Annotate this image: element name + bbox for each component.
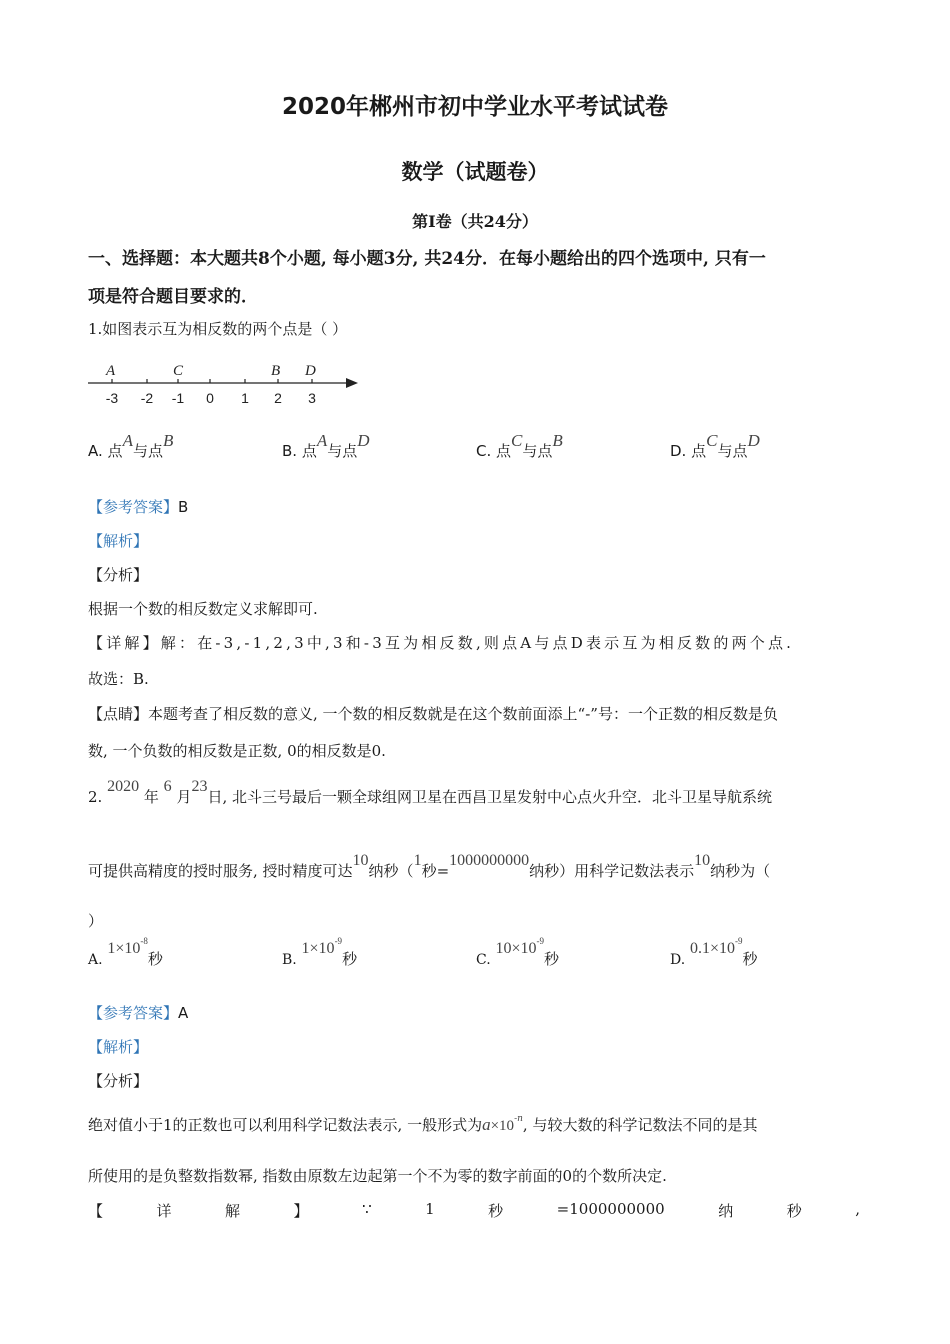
detail-part: 解 (225, 1202, 241, 1220)
option-point: D (747, 431, 760, 450)
q1-detail: 【详解】解：在-3,-1,2,3中,3和-3互为相反数,则点A与点D表示互为相反数的两个点. (88, 634, 795, 652)
option-value (301, 936, 343, 957)
tick-label: 3 (308, 390, 316, 406)
option-letter: A. (88, 442, 103, 460)
q2-text: 绝对值小于1的正数也可以利用科学记数法表示, 一般形式为 (88, 1116, 483, 1134)
tick-label: -3 (105, 390, 119, 406)
q1-option-b[interactable] (282, 431, 370, 461)
option-letter: B. (282, 442, 298, 460)
option-point: B (162, 431, 174, 450)
q2-stem-line3: ） (88, 912, 104, 930)
roll-heading: 第Ⅰ卷（共24分） (412, 212, 538, 231)
q2-stem-line2 (88, 852, 771, 881)
q2-text: 纳秒）用科学记数法表示 (529, 862, 695, 880)
q1-choice: 故选：B. (88, 670, 149, 688)
point-label-a: A (106, 363, 116, 379)
answer-tag: 【参考答案】 (88, 1004, 179, 1022)
q1-analysis-tag: 【解析】 (88, 532, 149, 550)
option-text: 点 (496, 442, 512, 460)
section-heading-line2: 项是符合题目要求的． (88, 287, 258, 307)
detail-part: 秒 (786, 1202, 802, 1220)
detail-part: 秒 (488, 1202, 504, 1220)
math-exponent: -n (514, 1114, 523, 1124)
detail-part: 1 (425, 1200, 435, 1218)
option-letter: D. (670, 442, 687, 460)
q2-value: 1 (413, 852, 422, 869)
detail-part: 纳 (718, 1202, 734, 1220)
q2-text: 纳秒（ (368, 862, 414, 880)
q1-fenxi-tag: 【分析】 (88, 566, 149, 584)
q1-comment-line2: 数, 一个负数的相反数是正数, 0的相反数是0. (88, 742, 386, 760)
q2-text: 可提供高精度的授时服务, 授时精度可达 (88, 862, 353, 880)
option-value (107, 936, 148, 957)
option-text: 与点 (132, 442, 163, 460)
q1-stem: 1.如图表示互为相反数的两个点是（ ） (88, 320, 348, 338)
option-letter: C. (476, 442, 492, 460)
option-base: 1×10 (301, 940, 335, 957)
option-base: 0.1×10 (689, 940, 735, 957)
detail-part: 详 (156, 1202, 172, 1220)
answer-value: B (178, 498, 189, 516)
q2-text: 秒= (421, 862, 450, 880)
q2-option-d[interactable] (670, 936, 758, 969)
option-unit: 秒 (543, 950, 559, 968)
option-value (495, 936, 544, 957)
q2-text: 纳秒为（ (710, 862, 771, 880)
option-exponent: -9 (536, 936, 544, 946)
option-text: 与点 (522, 442, 553, 460)
section-heading-line1: 一、选择题：本大题共8个小题, 每小题3分, 共24分．在每小题给出的四个选项中, 只有一 (88, 249, 766, 269)
tick-label: 1 (241, 390, 249, 406)
q2-text: 年 (143, 788, 159, 806)
option-point: D (357, 431, 370, 450)
detail-part: ∵ (362, 1200, 372, 1218)
q2-day: 23 (191, 778, 208, 795)
option-value (689, 936, 743, 957)
answer-value: A (178, 1004, 189, 1022)
q2-fenxi-line1 (88, 1114, 757, 1135)
tick-label: -2 (140, 390, 154, 406)
detail-part: , (855, 1200, 860, 1218)
q2-option-b[interactable] (282, 936, 358, 969)
q1-option-d[interactable] (670, 431, 760, 461)
option-unit: 秒 (147, 950, 163, 968)
math-a: a (482, 1115, 491, 1134)
option-unit: 秒 (742, 950, 758, 968)
option-text: 点 (691, 442, 707, 460)
detail-part: =1000000000 (556, 1200, 665, 1218)
q2-text: 日, 北斗三号最后一颗全球组网卫星在西昌卫星发射中心点火升空．北斗卫星导航系统 (207, 788, 773, 806)
option-letter: B. (282, 952, 297, 968)
q2-stem-line1 (88, 778, 773, 807)
option-exponent: -9 (735, 936, 743, 946)
option-text: 点 (301, 442, 317, 460)
option-point: A (122, 431, 133, 450)
tick-label: -1 (171, 390, 185, 406)
detail-part: 【 (88, 1202, 104, 1220)
q2-value: 1000000000 (449, 852, 530, 869)
option-base: 10×10 (495, 940, 537, 957)
q1-comment-line1: 【点睛】本题考查了相反数的意义, 一个数的相反数就是在这个数前面添上“-”号：一个正数的相反数是负 (88, 705, 778, 723)
q1-option-a[interactable] (88, 431, 174, 461)
q2-month: 6 (163, 778, 172, 795)
option-point: C (511, 431, 523, 450)
option-unit: 秒 (342, 950, 358, 968)
q2-value: 10 (352, 852, 369, 869)
tick-label: 2 (274, 390, 282, 406)
option-exponent: -8 (140, 936, 148, 946)
option-exponent: -9 (334, 936, 343, 946)
q2-text: 月 (176, 788, 192, 806)
number-line-figure (84, 355, 364, 411)
option-text: 与点 (327, 442, 358, 460)
point-label-c: C (173, 363, 184, 379)
q2-option-c[interactable] (476, 936, 559, 969)
q2-analysis-tag: 【解析】 (88, 1038, 149, 1056)
page-title: 2020年郴州市初中学业水平考试试卷 (281, 94, 668, 120)
q2-answer (88, 1002, 188, 1023)
q2-detail-line (88, 1200, 860, 1221)
number-line-arrow (346, 378, 358, 388)
q2-fenxi-line2: 所使用的是负整数指数幂, 指数由原数左边起第一个不为零的数字前面的0的个数所决定. (88, 1167, 667, 1185)
q2-value: 10 (694, 852, 711, 869)
q2-year: 2020 (107, 778, 140, 795)
answer-tag: 【参考答案】 (88, 498, 179, 516)
option-text: 点 (107, 442, 123, 460)
page-subtitle: 数学（试题卷） (401, 159, 549, 184)
q2-option-a[interactable] (88, 936, 163, 969)
q2-number: 2. (88, 788, 103, 806)
option-text: 与点 (717, 442, 748, 460)
point-label-b: B (271, 363, 281, 379)
q2-text: , 与较大数的科学记数法不同的是其 (522, 1116, 758, 1134)
tick-label: 0 (206, 390, 214, 406)
q1-fenxi-text: 根据一个数的相反数定义求解即可. (88, 600, 318, 618)
option-point: C (706, 431, 718, 450)
point-label-d: D (305, 363, 316, 379)
detail-part: 】 (293, 1202, 309, 1220)
q1-option-c[interactable] (476, 431, 563, 461)
q1-answer (88, 496, 188, 517)
option-point: A (316, 431, 328, 450)
option-letter: D. (670, 952, 686, 968)
option-letter: C. (476, 952, 491, 968)
option-letter: A. (88, 952, 103, 968)
math-times: ×10 (490, 1118, 515, 1134)
option-base: 1×10 (107, 940, 141, 957)
q2-fenxi-tag: 【分析】 (88, 1072, 149, 1090)
option-point: B (552, 431, 563, 450)
